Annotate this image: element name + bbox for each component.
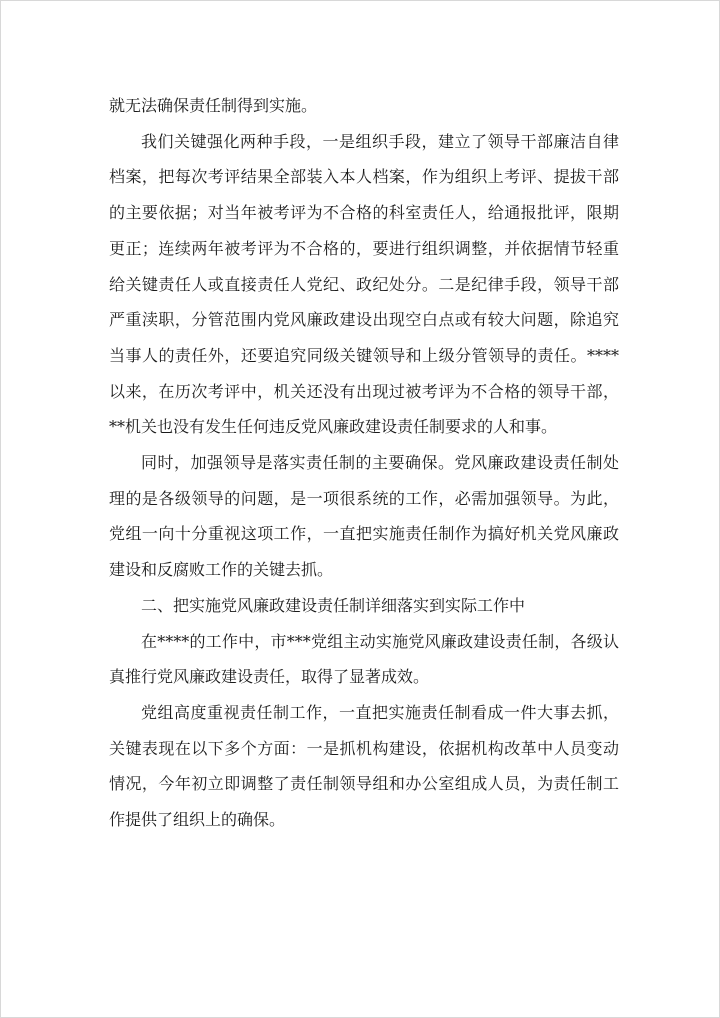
paragraph-work-results: 在****的工作中，市***党组主动实施党风廉政建设责任制，各级认真推行党风廉政建设责任，取得了显著成效。 <box>109 631 619 687</box>
paragraph-two-means: 我们关键强化两种手段，一是组织手段，建立了领导干部廉洁自律档案，把每次考评结果全部装入本人档案，作为组织上考评、提拔干部的主要依据；对当年被考评为不合格的科室责任人，给通报批评，限期更正；连续两年被考评为不合格的，要进行组织调整，并依据情节轻重给关键责任人或直接责任人党纪、政纪处分。二是纪律手段，领导干部严重渎职，分管范围内党风廉政建设出现空白点或有较大问题，除追究当事人的责任外，还要追究同级关键领导和上级分管领导的责任。****以来，在历次考评中，机关还没有出现过被考评为不合格的领导干部，**机关也没有发生任何违反党风廉政建设责任制要求的人和事。 <box>109 131 619 437</box>
paragraph-party-group: 党组高度重视责任制工作，一直把实施责任制看成一件大事去抓，关键表现在以下多个方面：一是抓机构建设，依据机构改革中人员变动情况，今年初立即调整了责任制领导组和办公室组成人员，为责任制工作提供了组织上的确保。 <box>109 702 619 830</box>
document-body <box>109 88 619 838</box>
paragraph-leadership: 同时，加强领导是落实责任制的主要确保。党风廉政建设责任制处理的是各级领导的问题，是一项很系统的工作，必需加强领导。为此，党组一向十分重视这项工作，一直把实施责任制作为搞好机关党风廉政建设和反腐败工作的关键去抓。 <box>109 453 619 580</box>
section-heading-two: 二、把实施党风廉政建设责任制详细落实到实际工作中 <box>141 595 526 615</box>
paragraph-continuation: 就无法确保责任制得到实施。 <box>109 96 318 115</box>
